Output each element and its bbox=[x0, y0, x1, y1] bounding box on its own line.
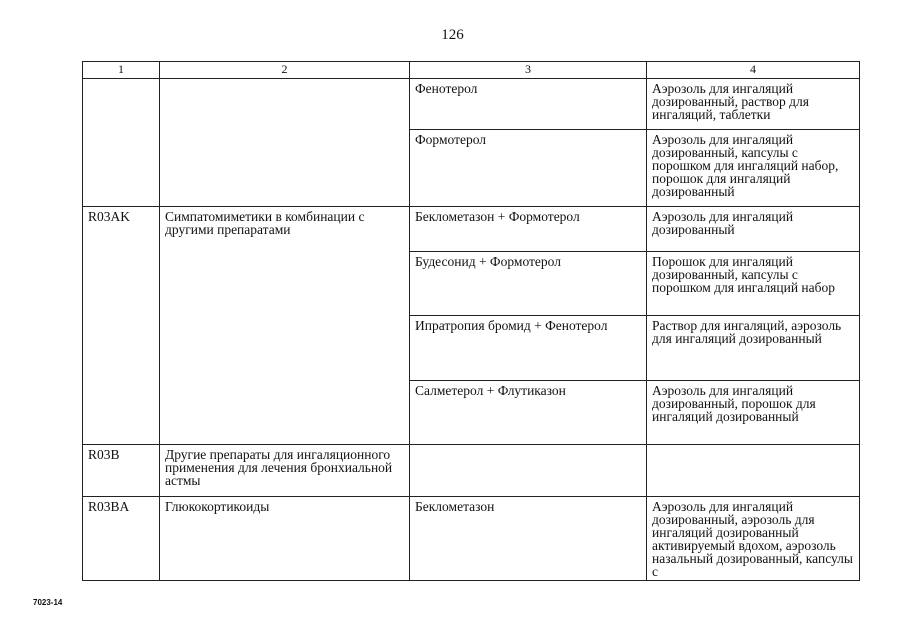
table-row bbox=[83, 79, 860, 130]
column-header: 3 bbox=[410, 62, 647, 79]
code-cell bbox=[83, 79, 160, 207]
drug-table bbox=[82, 61, 860, 581]
form-cell: Аэрозоль для ингаляций дозированный, капсулы с порошком для ингаляций набор, порошок для ингаляций дозированный bbox=[647, 130, 860, 207]
column-header: 1 bbox=[83, 62, 160, 79]
table-row bbox=[83, 497, 860, 581]
column-header: 2 bbox=[160, 62, 410, 79]
form-cell: Аэрозоль для ингаляций дозированный, аэрозоль для ингаляций дозированный активируемый вдохом, аэрозоль назальный дозированный, капсулы с bbox=[647, 497, 860, 581]
drug-cell: Салметерол + Флутиказон bbox=[410, 381, 647, 445]
table-row bbox=[83, 207, 860, 252]
form-cell: Порошок для ингаляций дозированный, капсулы с порошком для ингаляций набор bbox=[647, 252, 860, 316]
column-header: 4 bbox=[647, 62, 860, 79]
drug-cell: Беклометазон + Формотерол bbox=[410, 207, 647, 252]
group-cell: Глюкокортикоиды bbox=[160, 497, 410, 581]
group-cell bbox=[160, 79, 410, 207]
group-cell: Симпатомиметики в комбинации с другими препаратами bbox=[160, 207, 410, 445]
group-cell: Другие препараты для ингаляционного применения для лечения бронхиальной астмы bbox=[160, 445, 410, 497]
code-cell: R03BA bbox=[83, 497, 160, 581]
page-number: 126 bbox=[441, 27, 464, 43]
table-row bbox=[83, 445, 860, 497]
footer-code: 7023-14 bbox=[33, 598, 63, 607]
table-header-row bbox=[83, 62, 860, 79]
drug-cell: Будесонид + Формотерол bbox=[410, 252, 647, 316]
form-cell: Аэрозоль для ингаляций дозированный, порошок для ингаляций дозированный bbox=[647, 381, 860, 445]
drug-cell: Фенотерол bbox=[410, 79, 647, 130]
drug-cell: Формотерол bbox=[410, 130, 647, 207]
drug-cell: Ипратропия бромид + Фенотерол bbox=[410, 316, 647, 381]
code-cell: R03B bbox=[83, 445, 160, 497]
form-cell bbox=[647, 445, 860, 497]
form-cell: Аэрозоль для ингаляций дозированный, раствор для ингаляций, таблетки bbox=[647, 79, 860, 130]
code-cell: R03AK bbox=[83, 207, 160, 445]
drug-cell bbox=[410, 445, 647, 497]
drug-cell: Беклометазон bbox=[410, 497, 647, 581]
form-cell: Аэрозоль для ингаляций дозированный bbox=[647, 207, 860, 252]
form-cell: Раствор для ингаляций, аэрозоль для ингаляций дозированный bbox=[647, 316, 860, 381]
